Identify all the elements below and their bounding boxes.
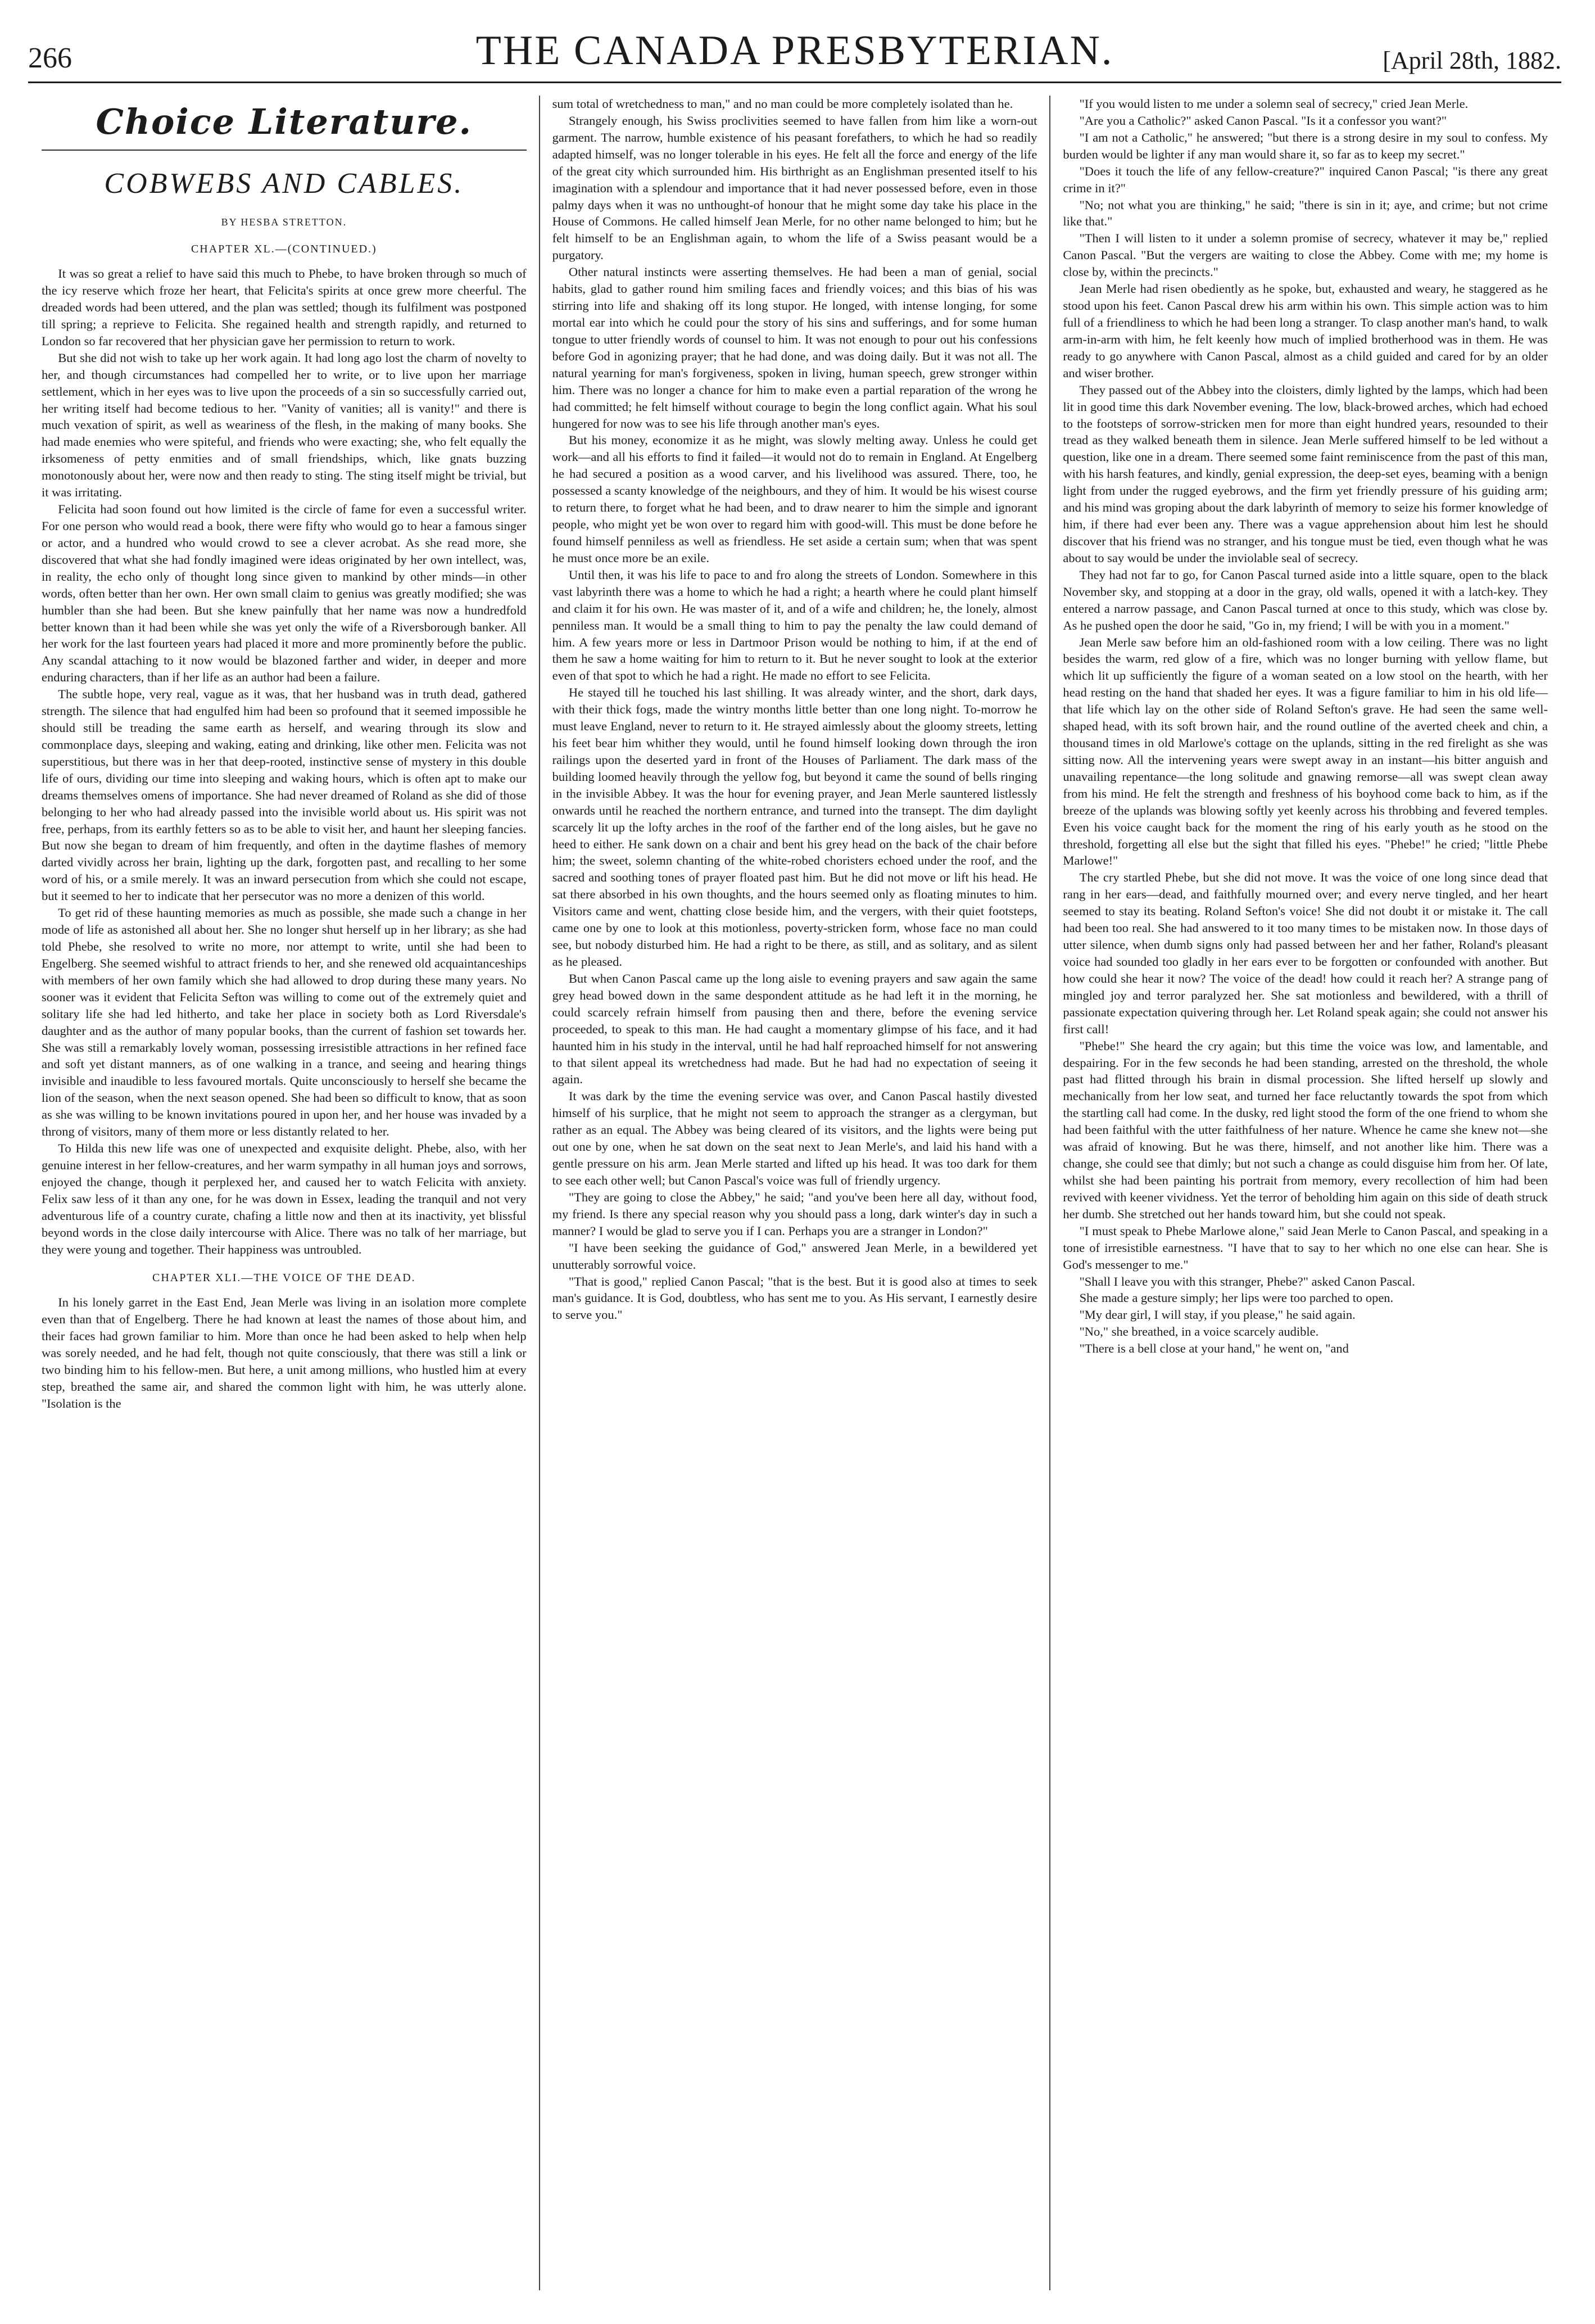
paragraph: The subtle hope, very real, vague as it was, that her husband was in truth dead, gathered strength. The silence that had engulfed him had been so profound that it seemed impossible he should still be treading the same earth as herself, and wearing through its slow and commonplace days, sleeping and waking, eating and drinking, like other men. Felicita was not superstitious, but there was in her that deep-rooted, instinctive sense of mystery in this double life of ours, dividing our time into sleeping and waking hours, which is often apt to make our dreams themselves omens of importance. She had never dreamed of Roland as she did of those belonging to her who had already passed into the invisible world about us. His spirit was not free, perhaps, from its earthly fetters so as to be able to visit her, and haunt her sleeping fancies. But now she began to dream of him frequently, and often in the daytime flashes of memory darted vividly across her brain, lighting up the dark, forgotten past, and recalling to her some word of his, or a smile merely. It was an inward persecution from which she could not escape, but it seemed to her to indicate that her persecutor was no more a denizen of this world. <box>42 687 527 903</box>
column-2 <box>539 96 1050 2290</box>
paragraph: In his lonely garret in the East End, Jean Merle was living in an isolation more complete even than that of Engelberg. There he had known at least the names of those about him, and their faces had grown familiar to him. More than once he had been asked to help when help was sorely needed, and he had felt, though not quite consciously, that there was still a link or two binding him to his fellow-men. But here, a unit among millions, who hustled him at every step, breathed the same air, and shared the common light with him, he was utterly alone. "Isolation is the <box>42 1295 527 1410</box>
paragraph: But when Canon Pascal came up the long aisle to evening prayers and saw again the same grey head bowed down in the same despondent attitude as he had left it in the morning, he could scarcely refrain himself from pausing then and there, before the evening service proceeded, to speak to this man. He had caught a momentary glimpse of his face, and it had haunted him in his study in the interval, until he had half reproached himself for not answering to that silent appeal its wretchedness had made. But he had had no expectation of seeing it again. <box>552 971 1037 1087</box>
paragraph: But his money, economize it as he might, was slowly melting away. Unless he could get work—and all his efforts to find it failed—it would not do to remain in England. At Engelberg he had secured a position as a wood carver, and his livelihood was assured. There, too, he possessed a scanty knowledge of the neighbours, and they of him. It would be his wisest course to return there, to forget what he had been, and to draw nearer to him the simple and ignorant people, who might yet be won over to regard him with good-will. This must be done before he found himself penniless as well as friendless. He set aside a certain sum; when that was spent he must once more be an exile. <box>552 433 1037 565</box>
paragraph: "Phebe!" She heard the cry again; but this time the voice was low, and lamentable, and despairing. For in the few seconds he had been standing, arrested on the threshold, the whole past had flitted through his brain in dismal procession. She lifted herself up slowly and mechanically from her low seat, and turned her face reluctantly towards the spot from which the startling call had come. In the dusky, red light stood the form of the one friend to whom she had been faithful with the utter faithfulness of her nature. Whence he came she knew not—she was afraid of knowing. But he was there, himself, and not another like him. There was a change, she could see that dimly; but not such a change as could disguise him from her. Of late, whilst she had been painting his portrait from memory, every recollection of him had been revived with keener vividness. Yet the terror of beholding him again on this side of death struck her dumb. She stretched out her hands toward him, but she could not speak. <box>1063 1038 1548 1221</box>
story-title: COBWEBS AND CABLES. <box>104 168 464 200</box>
masthead: THE CANADA PRESBYTERIAN. <box>475 28 1114 74</box>
paragraph: It was dark by the time the evening service was over, and Canon Pascal hastily divested himself of his surplice, that he might not seem to approach the stranger as a clergyman, but rather as an equal. The Abbey was being cleared of its visitors, and the lights were being put out one by one, when he sat down on the seat next to Jean Merle's, and laid his hand with a gentle pressure on his arm. Jean Merle started and lifted up his head. It was too dark for them to see each other well; but Canon Pascal's voice was full of friendly urgency. <box>552 1089 1037 1187</box>
paragraph: Felicita had soon found out how limited is the circle of fame for even a successful writer. For one person who would read a book, there were fifty who would go to hear a famous singer or actor, and a hundred who would crowd to see a clever acrobat. As she read more, she discovered that what she had fondly imagined were ideas originated by her own intellect, was, in reality, the echo only of thought long since given to mankind by other minds—in other words, often better than her own. Her own small claim to genius was greatly modified; she was humbler than she had been. But she knew painfully that her name was now a hundredfold better known than it had been while she was yet only the wife of a Riversborough banker. All her work for the last fourteen years had placed it more and more prominently before the public. Any scandal attaching to it now would be blazoned farther and wider, in deeper and more enduring characters, than if her life as an author had been a failure. <box>42 502 527 685</box>
column-3 <box>1049 96 1560 2290</box>
paragraph: "I have been seeking the guidance of God," answered Jean Merle, in a bewildered yet unutterably sorrowful voice. <box>552 1240 1037 1272</box>
page-header <box>28 27 1561 83</box>
paragraph: "Shall I leave you with this stranger, Phebe?" asked Canon Pascal. <box>1079 1274 1415 1288</box>
paragraph: But she did not wish to take up her work again. It had long ago lost the charm of novelty to her, and though circumstances had compelled her to write, or to live upon her marriage settlement, which in her eyes was to live upon the proceeds of a sin so successfully carried out, her writing itself had become tedious to her. "Vanity of vanities; all is vanity!" and there is much vexation of spirit, as well as weariness of the flesh, in the making of many books. She had made enemies who were spiteful, and friends who were exacting; she, who felt equally the irksomeness of petty enmities and of small friendships, which, like gnats buzzing monotonously about her, were now and then ready to sting. The sting itself might be trivial, but it was irritating. <box>42 350 527 500</box>
paragraph: "Then I will listen to it under a solemn promise of secrecy, whatever it may be," replied Canon Pascal. "But the vergers are waiting to close the Abbey. Come with me; my home is close by, within the precincts." <box>1063 231 1548 279</box>
paragraph: "They are going to close the Abbey," he said; "and you've been here all day, without food, my friend. Is there any special reason why you should pass a long, dark winter's day in such a manner? I would be glad to serve you if I can. Perhaps you are a stranger in London?" <box>552 1190 1037 1238</box>
chapter-heading: CHAPTER XLI.—THE VOICE OF THE DEAD. <box>152 1271 416 1284</box>
issue-date: [April 28th, 1882. <box>1383 47 1561 74</box>
paragraph: They passed out of the Abbey into the cloisters, dimly lighted by the lamps, which had been lit in good time this dark November evening. The low, black-browed arches, which had echoed to the footsteps of sorrow-stricken men for more than eight hundred years, resounded to their tread as they walked beneath them in silence. Jean Merle suffered himself to be led without a question, like one in a dream. There seemed some faint reminiscence from the past of this man, with his harsh features, and kindly, genial expression, the deep-set eyes, beaming with a benign light from under the rugged eyebrows, and the firm yet friendly pressure of his guiding arm; and his mind was groping about the dark labyrinth of memory to seize his former knowledge of him, if there had ever been any. There was a vague apprehension about him lest he should discover that his friend was no stranger, and his tongue must be tied, even though what he was about to say would be under the inviolable seal of secrecy. <box>1063 382 1548 565</box>
paragraph: They had not far to go, for Canon Pascal turned aside into a little square, open to the black November sky, and stopping at a door in the gray, old walls, opened it with a latch-key. They entered a narrow passage, and Canon Pascal turned at once to this study, which was close by. As he pushed open the door he said, "Go in, my friend; I will be with you in a moment." <box>1063 567 1548 632</box>
paragraph: "No," she breathed, in a voice scarcely audible. <box>1079 1324 1319 1339</box>
paragraph: To get rid of these haunting memories as much as possible, she made such a change in her mode of life as astonished all about her. She no longer shut herself up in her library; as she had told Phebe, she resolved to write no more, nor attempt to write, until she had been to Engelberg. She seemed wishful to attract friends to her, and she renewed old acquaintanceships with members of her own family which she had allowed to drop during these many years. No sooner was it evident that Felicita Sefton was willing to come out of the extremely quiet and solitary life she had led hitherto, and take her place in society both as Lord Riversdale's daughter and as the author of many popular books, than the current of fashion set towards her. She was still a remarkably lovely woman, possessing irresistible attractions in her refined face and soft yet distant manners, as of one walking in a trance, and seeing and hearing things invisible and inaudible to less favoured mortals. Quite unconsciously to herself she became the lion of the season, when the next season opened. She had been so difficult to know, that as soon as she was willing to be known invitations poured in upon her, and her house was invaded by a throng of visitors, many of them more or less distantly related to her. <box>42 906 527 1139</box>
columns <box>29 96 1560 2290</box>
paragraph: Jean Merle had risen obediently as he spoke, but, exhausted and weary, he staggered as he stood upon his feet. Canon Pascal drew his arm within his own. This simple action was to him full of a friendliness to which he had been long a stranger. To clasp another man's hand, to walk arm-in-arm with him, he felt keenly how much of implied brotherhood was in them. He was ready to go anywhere with Canon Pascal, almost as a child guided and cared for by an older and wiser brother. <box>1063 282 1548 380</box>
paragraph: He stayed till he touched his last shilling. It was already winter, and the short, dark days, with their thick fogs, made the wintry months little better than one long night. To-morrow he must leave England, never to return to it. He strayed aimlessly about the gloomy streets, letting his feet bear him whither they would, until he found himself looking down through the iron railings upon the deserted yard in front of the Houses of Parliament. The dark mass of the building loomed heavily through the yellow fog, but beyond it came the sound of bells ringing in the invisible Abbey. It was the hour for evening prayer, and Jean Merle sauntered listlessly onwards until he reached the northern entrance, and turned into the transept. The dim daylight scarcely lit up the lofty arches in the roof of the farther end of the long aisles, but he gave no heed to either. He sank down on a chair and bent his grey head on the back of the chair before him; the sweet, solemn chanting of the white-robed choristers echoed under the roof, and the sacred and soothing tones of prayer floated past him. But he did not move or lift his head. He sat there absorbed in his own thoughts, and the hours seemed only as floating minutes to him. Visitors came and went, chatting close beside him, and the vergers, with their quiet footsteps, came one by one to look at this motionless, poverty-stricken form, whose face no man could see, but nobody disturbed him. He had a right to be there, as still, and as solitary, and as silent as he pleased. <box>552 685 1037 969</box>
paragraph: To Hilda this new life was one of unexpected and exquisite delight. Phebe, also, with her genuine interest in her fellow-creatures, and her warm sympathy in all human joys and sorrows, enjoyed the change, though it perplexed her, and caused her to watch Felicita with anxiety. Felix saw less of it than any one, for he was down in Essex, leading the tranquil and not very adventurous life of a country curate, chafing a little now and then at its inactivity, yet blissful beyond words in the close daily intercourse with Alice. There was no talk of her marriage, but they were young and together. Their happiness was untroubled. <box>42 1141 527 1256</box>
paragraph: "Are you a Catholic?" asked Canon Pascal. "Is it a confessor you want?" <box>1079 113 1447 128</box>
paragraph: She made a gesture simply; her lips were too parched to open. <box>1079 1291 1394 1305</box>
paragraph: "If you would listen to me under a solemn seal of secrecy," cried Jean Merle. <box>1079 97 1469 111</box>
paragraph: "I must speak to Phebe Marlowe alone," said Jean Merle to Canon Pascal, and speaking in a tone of irresistible earnestness. "I have that to say to her which no one else can hear. She is God's messenger to me." <box>1063 1223 1548 1272</box>
paragraph: The cry startled Phebe, but she did not move. It was the voice of one long since dead that rang in her ears—dead, and faithfully mourned over; and every nerve tingled, and her heart seemed to stay its beating. Roland Sefton's voice! She did not doubt it or mistake it. The call had been too real. She had answered to it too many times to be mistaken now. In those days of utter silence, when dumb signs only had passed between her and her father, Roland's pleasant voice had sounded too gladly in her ears ever to be forgotten or confounded with another. But how could she hear it now? The voice of the dead! how could it reach her? A strange pang of mingled joy and terror paralyzed her. She sat motionless and bewildered, with a thrill of passionate expectation quivering through her. Let Roland speak again; she could not answer his first call! <box>1063 870 1548 1036</box>
paragraph: Until then, it was his life to pace to and fro along the streets of London. Somewhere in this vast labyrinth there was a home to which he had a right; a hearth where he could plant himself and claim it for his own. He was master of it, and of a wife and children; he, the lonely, almost penniless man. It would be a small thing to him to pay the penalty the law could demand of him. A few years more or less in Dartmoor Prison would be nothing to him, if at the end of them he saw a home waiting for him to return to it. But he never sought to look at the exterior even of that spot to which he had a right. He made no effort to see Felicita. <box>552 567 1037 683</box>
paragraph: Other natural instincts were asserting themselves. He had been a man of genial, social habits, glad to gather round him smiling faces and friendly voices; and this bias of his was stirring into life and shaking off its long stupor. He longed, with intense longing, for some mortal ear into which he could pour the story of his sins and sufferings, and for some human tongue to utter friendly words of counsel to him. It was not enough to pour out his confessions before God in agonizing prayer; that he had done, and was doing daily. But it was not all. The natural yearning for man's forgiveness, spoken in living, human speech, grew stronger within him. There was no longer a chance for him to make even a partial reparation of the wrong he had committed; he felt himself without courage to begin the long conflict again. What his soul hungered for now was to see his life through another man's eyes. <box>552 265 1037 431</box>
chapter-heading: CHAPTER XL.—(CONTINUED.) <box>191 242 377 255</box>
paragraph: "Does it touch the life of any fellow-creature?" inquired Canon Pascal; "is there any great crime in it?" <box>1063 164 1548 195</box>
paragraph: It was so great a relief to have said this much to Phebe, to have broken through so much of the icy reserve which froze her heart, that Felicita's spirits at once grew more cheerful. The dreaded words had been uttered, and the plan was settled; though its fulfilment was postponed till spring; a reprieve to Felicita. She regained health and strength rapidly, and returned to London so far recovered that her physician gave her permission to return to work. <box>42 266 527 348</box>
paragraph: "No; not what you are thinking," he said; "there is sin in it; aye, and crime; but not crime like that." <box>1063 197 1548 229</box>
paragraph: "There is a bell close at your hand," he went on, "and <box>1079 1341 1349 1356</box>
paragraph: "I am not a Catholic," he answered; "but there is a strong desire in my soul to confess. My burden would be lighter if any man would share it, so far as to keep my secret." <box>1063 130 1548 161</box>
paragraph: Strangely enough, his Swiss proclivities seemed to have fallen from him like a worn-out garment. The narrow, humble existence of his peasant forefathers, to which he had so readily adapted himself, was no longer tolerable in his eyes. He felt all the force and energy of the life of the great city which surrounded him. His birthright as an Englishman presented itself to his imagination with a splendour and importance that it had never possessed before, even in those palmy days when it was no unthought-of honour that he might some day take his place in the House of Commons. He called himself Jean Merle, for no other name belonged to him; but he felt himself to be an Englishman again, to whom the life of a Swiss peasant would be a purgatory. <box>552 113 1037 263</box>
section-title: Choice Literature. <box>42 99 527 151</box>
byline: BY HESBA STRETTON. <box>221 216 347 228</box>
paragraph: Jean Merle saw before him an old-fashioned room with a low ceiling. There was no light besides the warm, red glow of a fire, which was no longer burning with yellow flame, but which lit up sufficiently the figure of a woman seated on a low stool on the hearth, with her head resting on the hand that shaded her eyes. It was a figure familiar to him in his old life—that life which lay on the other side of Roland Sefton's grave. He had seen the same well-shaped head, with its soft brown hair, and the round outline of the averted cheek and chin, a thousand times in old Marlowe's cottage on the uplands, sitting in the red firelight as she was sitting now. All the intervening years were swept away in an instant—his bitter anguish and unavailing repentance—the long solitude and gnawing remorse—all was swept clean away from his mind. He felt the strength and freshness of his boyhood come back to him, as if the breeze of the uplands was blowing softly yet keenly across his throbbing and fevered temples. Even his voice caught back for the moment the ring of his early youth as he stood on the threshold, forgetting all else but the sight that filled his eyes. "Phebe!" he cried; "little Phebe Marlowe!" <box>1063 635 1548 868</box>
paragraph: sum total of wretchedness to man," and no man could be more completely isolated than he. <box>552 97 1013 111</box>
column-1 <box>29 96 539 2290</box>
paragraph: "That is good," replied Canon Pascal; "that is the best. But it is good also at times to seek man's guidance. It is God, doubtless, who has sent me to you. As His servant, I earnestly desire to serve you." <box>552 1274 1037 1322</box>
page-number: 266 <box>28 42 72 74</box>
paragraph: "My dear girl, I will stay, if you please," he said again. <box>1079 1308 1356 1322</box>
